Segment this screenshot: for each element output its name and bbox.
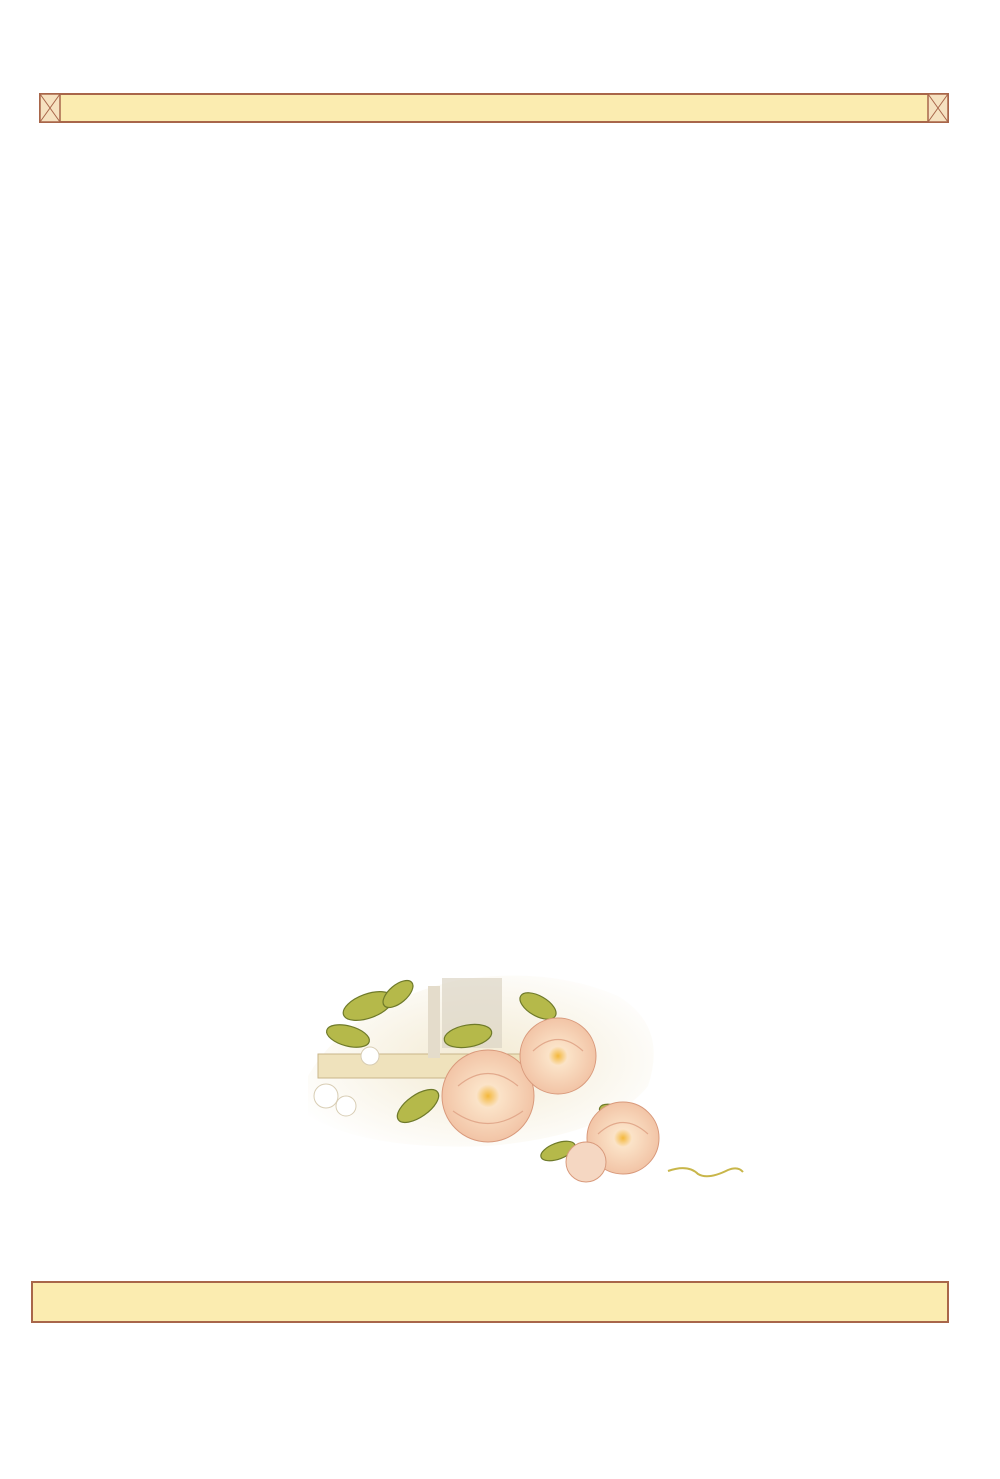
top-border-ornament [0, 88, 1000, 128]
bottom-border-ornament [0, 1276, 1000, 1328]
top-decorative-border [0, 88, 1000, 128]
bottom-decorative-border [0, 1276, 1000, 1328]
roses-illustration [288, 966, 758, 1196]
